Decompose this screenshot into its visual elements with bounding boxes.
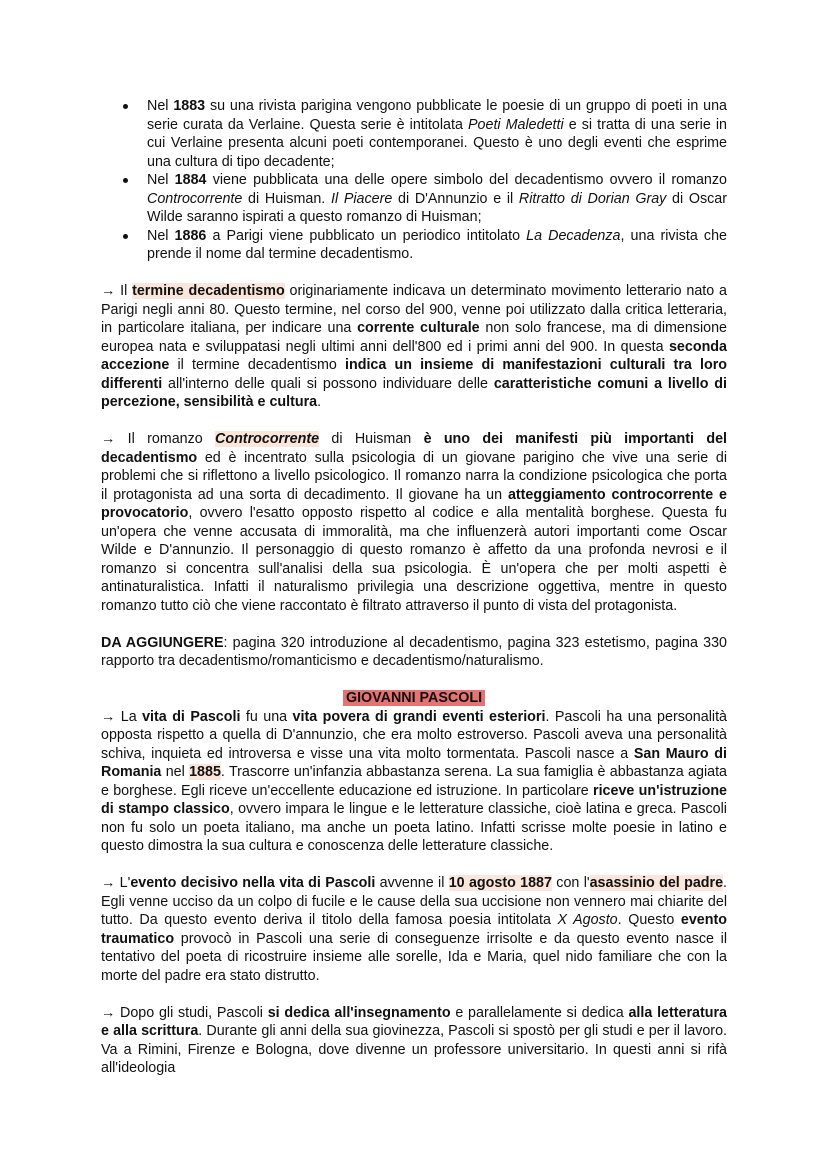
text-run: . Trascorre un'infanzia abbastanza serena. La sua famiglia è abbastanza agiata e borghese. Egli riceve un'eccellente educazione ed istruzione. In particolare	[101, 764, 727, 799]
text-run: evento traumatico	[101, 912, 727, 947]
text-run: provocò in Pascoli una serie di conseguenze irrisolte e da questo evento nasce il tentativo del poeta di ricostruire insieme alle sorelle, Ida e Maria, quel nido familiare che con la morte del padre era stato distrutto.	[101, 930, 727, 984]
text-run: Nel	[147, 227, 175, 244]
text-run: → Il romanzo	[101, 431, 216, 447]
text-run: . Questo	[617, 912, 681, 928]
paragraph-vita-pascoli	[101, 708, 727, 856]
text-run: evento decisivo nella vita di Pascoli	[130, 875, 376, 891]
text-run: seconda accezione	[101, 338, 727, 373]
text-run: vita povera di grandi eventi esteriori	[292, 708, 546, 725]
text-run: atteggiamento controcorrente e provocatorio	[101, 486, 727, 521]
text-run: originariamente indicava un determinato movimento letterario nato a Parigi negli anni 80. Questo termine, nel corso del 900, venne poi utilizzato dalla critica letteraria, in particolare italiana, per indicare una	[101, 283, 727, 336]
text-run: indica un insieme di manifestazioni culturali tra loro differenti	[101, 357, 727, 392]
text-run: è uno dei manifesti più importanti del decadentismo	[101, 431, 727, 466]
text-run: , una rivista che prende il nome dal termine decadentismo.	[147, 227, 727, 262]
text-run: 1883	[173, 98, 206, 114]
text-run: → L'	[101, 875, 131, 891]
text-run: e si tratta di una serie in cui Verlaine presenta alcuni poeti contemporanei. Questo è uno degli eventi che esprime una cultura di tipo decadente;	[147, 116, 727, 170]
text-run: X Agosto	[557, 912, 618, 928]
list-item	[101, 171, 727, 227]
text-run: La Decadenza	[526, 227, 621, 244]
text-run: 1886	[174, 227, 207, 244]
text-run: Nel	[147, 98, 174, 114]
text-run: Il Piacere	[330, 190, 393, 207]
text-run: a Parigi viene pubblicato un periodico intitolato	[206, 227, 527, 244]
text-run: ed è incentrato sulla psicologia di un giovane parigino che vive una serie di problemi che si riflettono a livello psicologico. Il romanzo narra la condizione psicologica che porta il protagonista ad una sorta di decadimento. Il giovane ha un	[101, 449, 727, 503]
text-run: di Huisman	[319, 431, 424, 447]
text-run: su una rivista parigina vengono pubblicate le poesie di un gruppo di poeti in una serie curata da Verlaine. Questa serie è intitolata	[147, 98, 727, 133]
text-column	[101, 97, 727, 1078]
text-run: → Il	[101, 283, 133, 299]
text-run: Controcorrente	[215, 431, 320, 447]
events-list	[101, 97, 727, 264]
text-run: , ovvero l'esatto opposto rispetto al codice e alla mentalità borghese. Questa fu un'opera che venne accusata di immoralità, ma che influenzerà autori importanti come Oscar Wilde e D'annunzio. Il personaggio di questo romanzo è affetto da una profonda nevrosi e il romanzo si concentra sull'analisi della sua psicologia. È un'opera che per molti aspetti è antinaturalistica. Infatti il naturalismo privilegia una descrizione oggettiva, mentre in questo romanzo tutto ciò che viene raccontato è filtrato attraverso il punto di vista del protagonista.	[101, 505, 727, 614]
text-run: di Huisman.	[242, 190, 331, 207]
text-run: . Egli venne ucciso da un colpo di fucile e le cause della sua uccisione non vennero mai chiarite del tutto. Da questo evento deriva il titolo della famosa poesia intitolata	[101, 875, 728, 928]
text-run: 1885	[189, 764, 221, 780]
text-run: 1884	[174, 172, 207, 188]
text-run: asassinio del padre	[589, 875, 724, 891]
section-title: GIOVANNI PASCOLI	[343, 690, 485, 706]
text-run: vita di Pascoli	[142, 708, 241, 725]
text-run: . Pascoli ha una personalità opposta rispetto a quella di D'annunzio, che era molto estroverso. Pascoli aveva una personalità schiva, inquieta ed introversa e visse una vita molto tormentata. Pascoli nasce a	[101, 708, 727, 762]
text-run: all'interno delle quali si possono individuare delle	[162, 375, 494, 392]
text-run: San Mauro di Romania	[101, 745, 728, 780]
text-run: caratteristiche comuni a livello di percezione, sensibilità e cultura	[101, 375, 727, 410]
paragraph-evento-decisivo	[101, 874, 727, 985]
text-run: e parallelamente si dedica	[450, 1004, 629, 1021]
text-run: corrente culturale	[357, 320, 480, 336]
text-run: Ritratto di Dorian Gray	[518, 190, 667, 207]
text-run: fu una	[240, 708, 293, 725]
paragraph-insegnamento	[101, 1004, 727, 1078]
text-run: il termine decadentismo	[169, 357, 345, 373]
text-run: .	[317, 394, 322, 410]
text-run: avvenne il	[375, 875, 449, 891]
section-title-wrap	[101, 689, 727, 708]
text-run: con l'	[551, 875, 590, 891]
text-run: si dedica all'insegnamento	[267, 1004, 451, 1021]
text-run: di D'Annunzio e il	[392, 190, 519, 207]
list-item	[101, 227, 727, 264]
text-run: alla letteratura e alla scrittura	[101, 1004, 727, 1039]
text-run: → La	[101, 708, 143, 725]
paragraph-controcorrente	[101, 430, 727, 615]
text-run: DA AGGIUNGERE	[101, 634, 224, 651]
text-run: . Durante gli anni della sua giovinezza, Pascoli si spostò per gli studi e per il lavoro. Va a Rimini, Firenze e Bologna, dove divenne un professore universitario. In questi anni si rifà all'ideologia	[101, 1023, 727, 1076]
text-run: viene pubblicata una delle opere simbolo del decadentismo ovvero il romanzo	[206, 172, 727, 188]
list-item	[101, 97, 727, 171]
text-run: : pagina 320 introduzione al decadentismo, pagina 323 estetismo, pagina 330 rapporto tra decadentismo/romanticismo e decadentismo/naturalismo.	[101, 634, 727, 669]
text-run: di Oscar Wilde saranno ispirati a questo romanzo di Huisman;	[147, 190, 727, 225]
text-run: Nel	[147, 172, 175, 188]
text-run: , ovvero impara le lingue e le letterature classiche, cioè latina e greca. Pascoli non fu solo un poeta italiano, ma anche un poeta latino. Infatti scrisse molte poesie in latino e questo dimostra la sua cultura e conoscenza delle letterature classiche.	[101, 801, 727, 854]
text-run: Controcorrente	[147, 190, 243, 207]
text-run: riceve un'istruzione di stampo classico	[101, 782, 728, 817]
paragraph-da-aggiungere	[101, 634, 727, 671]
text-run: → Dopo gli studi, Pascoli	[101, 1004, 268, 1021]
paragraph-decadentismo-term	[101, 282, 727, 412]
text-run: nel	[161, 764, 190, 780]
text-run: termine decadentismo	[132, 283, 285, 299]
text-run: non solo francese, ma di dimensione europea nata e sviluppatasi negli ultimi anni dell'800 ed i primi anni del 900. In questa	[101, 320, 727, 355]
text-run: 10 agosto 1887	[448, 875, 552, 891]
text-run: Poeti Maledetti	[468, 116, 564, 133]
